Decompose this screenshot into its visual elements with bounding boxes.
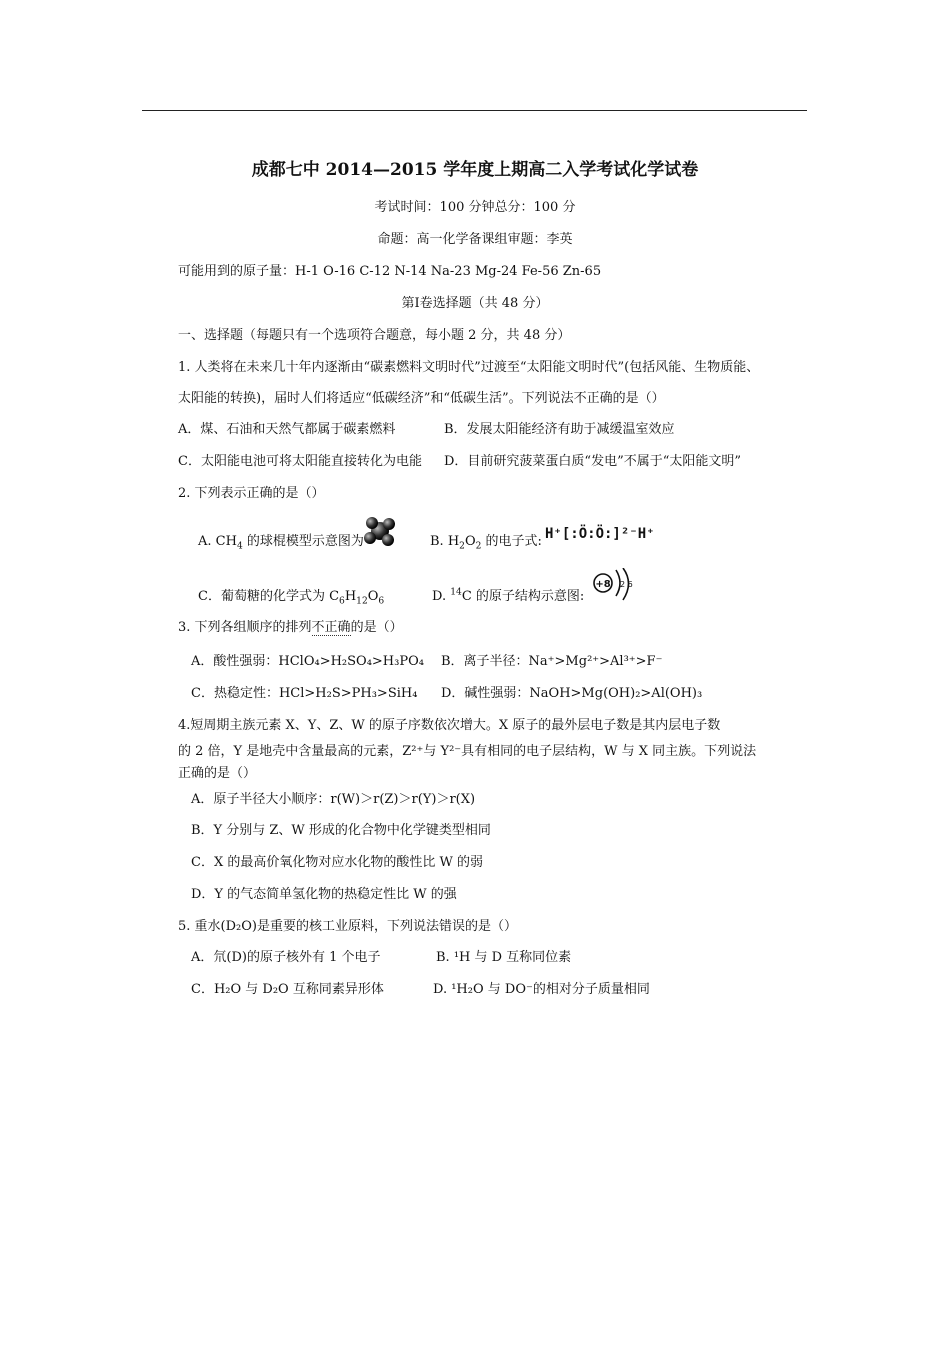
q1-option-c: C．太阳能电池可将太阳能直接转化为电能 — [178, 454, 422, 469]
header-rule — [142, 110, 807, 111]
q4-option-b: B．Y 分别与 Z、W 形成的化合物中化学键类型相同 — [191, 823, 491, 838]
q2-stem: 2. 下列表示正确的是（） — [178, 486, 325, 501]
q4-option-d: D．Y 的气态简单氢化物的热稳定性比 W 的强 — [191, 887, 457, 902]
q4-stem-line-2: 的 2 倍，Y 是地壳中含量最高的元素，Z²⁺与 Y²⁻具有相同的电子层结构，W 与 X 同主族。下列说法 — [178, 744, 757, 759]
atomic-structure-diagram-icon — [590, 568, 636, 606]
q3-option-a: A．酸性强弱：HClO₄>H₂SO₄>H₃PO₄ — [191, 654, 424, 669]
q3-option-d: D．碱性强弱：NaOH>Mg(OH)₂>Al(OH)₃ — [441, 686, 703, 701]
q2-option-d: D. $^{14}$C 的原子结构示意图: — [432, 587, 585, 604]
h2o2-electron-formula: H⁺[:Ö:Ö:]²⁻H⁺ — [545, 526, 655, 542]
q4-option-c: C．X 的最高价氧化物对应水化物的酸性比 W 的弱 — [191, 855, 483, 870]
q1-option-d: D．目前研究菠菜蛋白质“发电”不属于“太阳能文明” — [444, 454, 742, 469]
q5-option-b: B. ¹H 与 D 互称同位素 — [436, 950, 572, 965]
exam-authors: 命题：高一化学备课组审题：李英 — [377, 232, 573, 247]
q3-stem: 3. 下列各组顺序的排列不正确的是（） — [178, 620, 403, 635]
q2-option-c: C．葡萄糖的化学式为 $C_6H_{12}O_6$ — [198, 589, 385, 607]
exam-title: 成都七中 2014—2015 学年度上期高二入学考试化学试卷 — [251, 160, 699, 180]
q4-option-a: A．原子半径大小顺序：r(W)＞r(Z)＞r(Y)＞r(X) — [191, 792, 476, 807]
part-title: 第Ⅰ卷选择题（共 48 分） — [401, 296, 549, 311]
q5-option-d: D. ¹H₂O 与 DO⁻的相对分子质量相同 — [433, 982, 650, 997]
section-title: 一、选择题（每题只有一个选项符合题意，每小题 2 分，共 48 分） — [178, 328, 571, 343]
q1-stem-line-1: 1. 人类将在未来几十年内逐渐由“碳素燃料文明时代”过渡至“太阳能文明时代”(包括风能、生物质能、 — [178, 360, 760, 375]
ch4-ball-stick-model-icon — [362, 514, 398, 548]
q3-option-b: B．离子半径：Na⁺>Mg²⁺>Al³⁺>F⁻ — [441, 654, 663, 669]
q2-option-b: B. $H_2O_2$ 的电子式: — [430, 534, 542, 552]
atomic-masses: 可能用到的原子量：H-1 O-16 C-12 N-14 Na-23 Mg-24 Fe-56 Zn-65 — [178, 264, 602, 279]
q3-option-c: C．热稳定性：HCl>H₂S>PH₃>SiH₄ — [191, 686, 418, 701]
q5-option-c: C．H₂O 与 D₂O 互称同素异形体 — [191, 982, 384, 997]
q5-stem: 5. 重水(D₂O)是重要的核工业原料，下列说法错误的是（） — [178, 919, 517, 934]
exam-info: 考试时间：100 分钟总分：100 分 — [374, 200, 576, 215]
q5-option-a: A．氘(D)的原子核外有 1 个电子 — [191, 950, 381, 965]
nucleus-charge-label: +8 — [595, 579, 611, 590]
q1-option-a: A．煤、石油和天然气都属于碳素燃料 — [178, 422, 396, 437]
q1-option-b: B．发展太阳能经济有助于减缓温室效应 — [444, 422, 675, 437]
q3-emphasis: 不正确 — [311, 620, 351, 635]
electron-shells-label: 2 6 — [620, 580, 633, 589]
q4-stem-line-3: 正确的是（） — [178, 766, 257, 781]
q4-stem-line-1: 4.短周期主族元素 X、Y、Z、W 的原子序数依次增大。X 原子的最外层电子数是其内层电子数 — [178, 718, 721, 733]
q1-stem-line-2: 太阳能的转换)，届时人们将适应“低碳经济”和“低碳生活”。下列说法不正确的是（） — [178, 391, 665, 406]
q2-option-a: A. $CH_4$ 的球棍模型示意图为 — [198, 534, 364, 552]
